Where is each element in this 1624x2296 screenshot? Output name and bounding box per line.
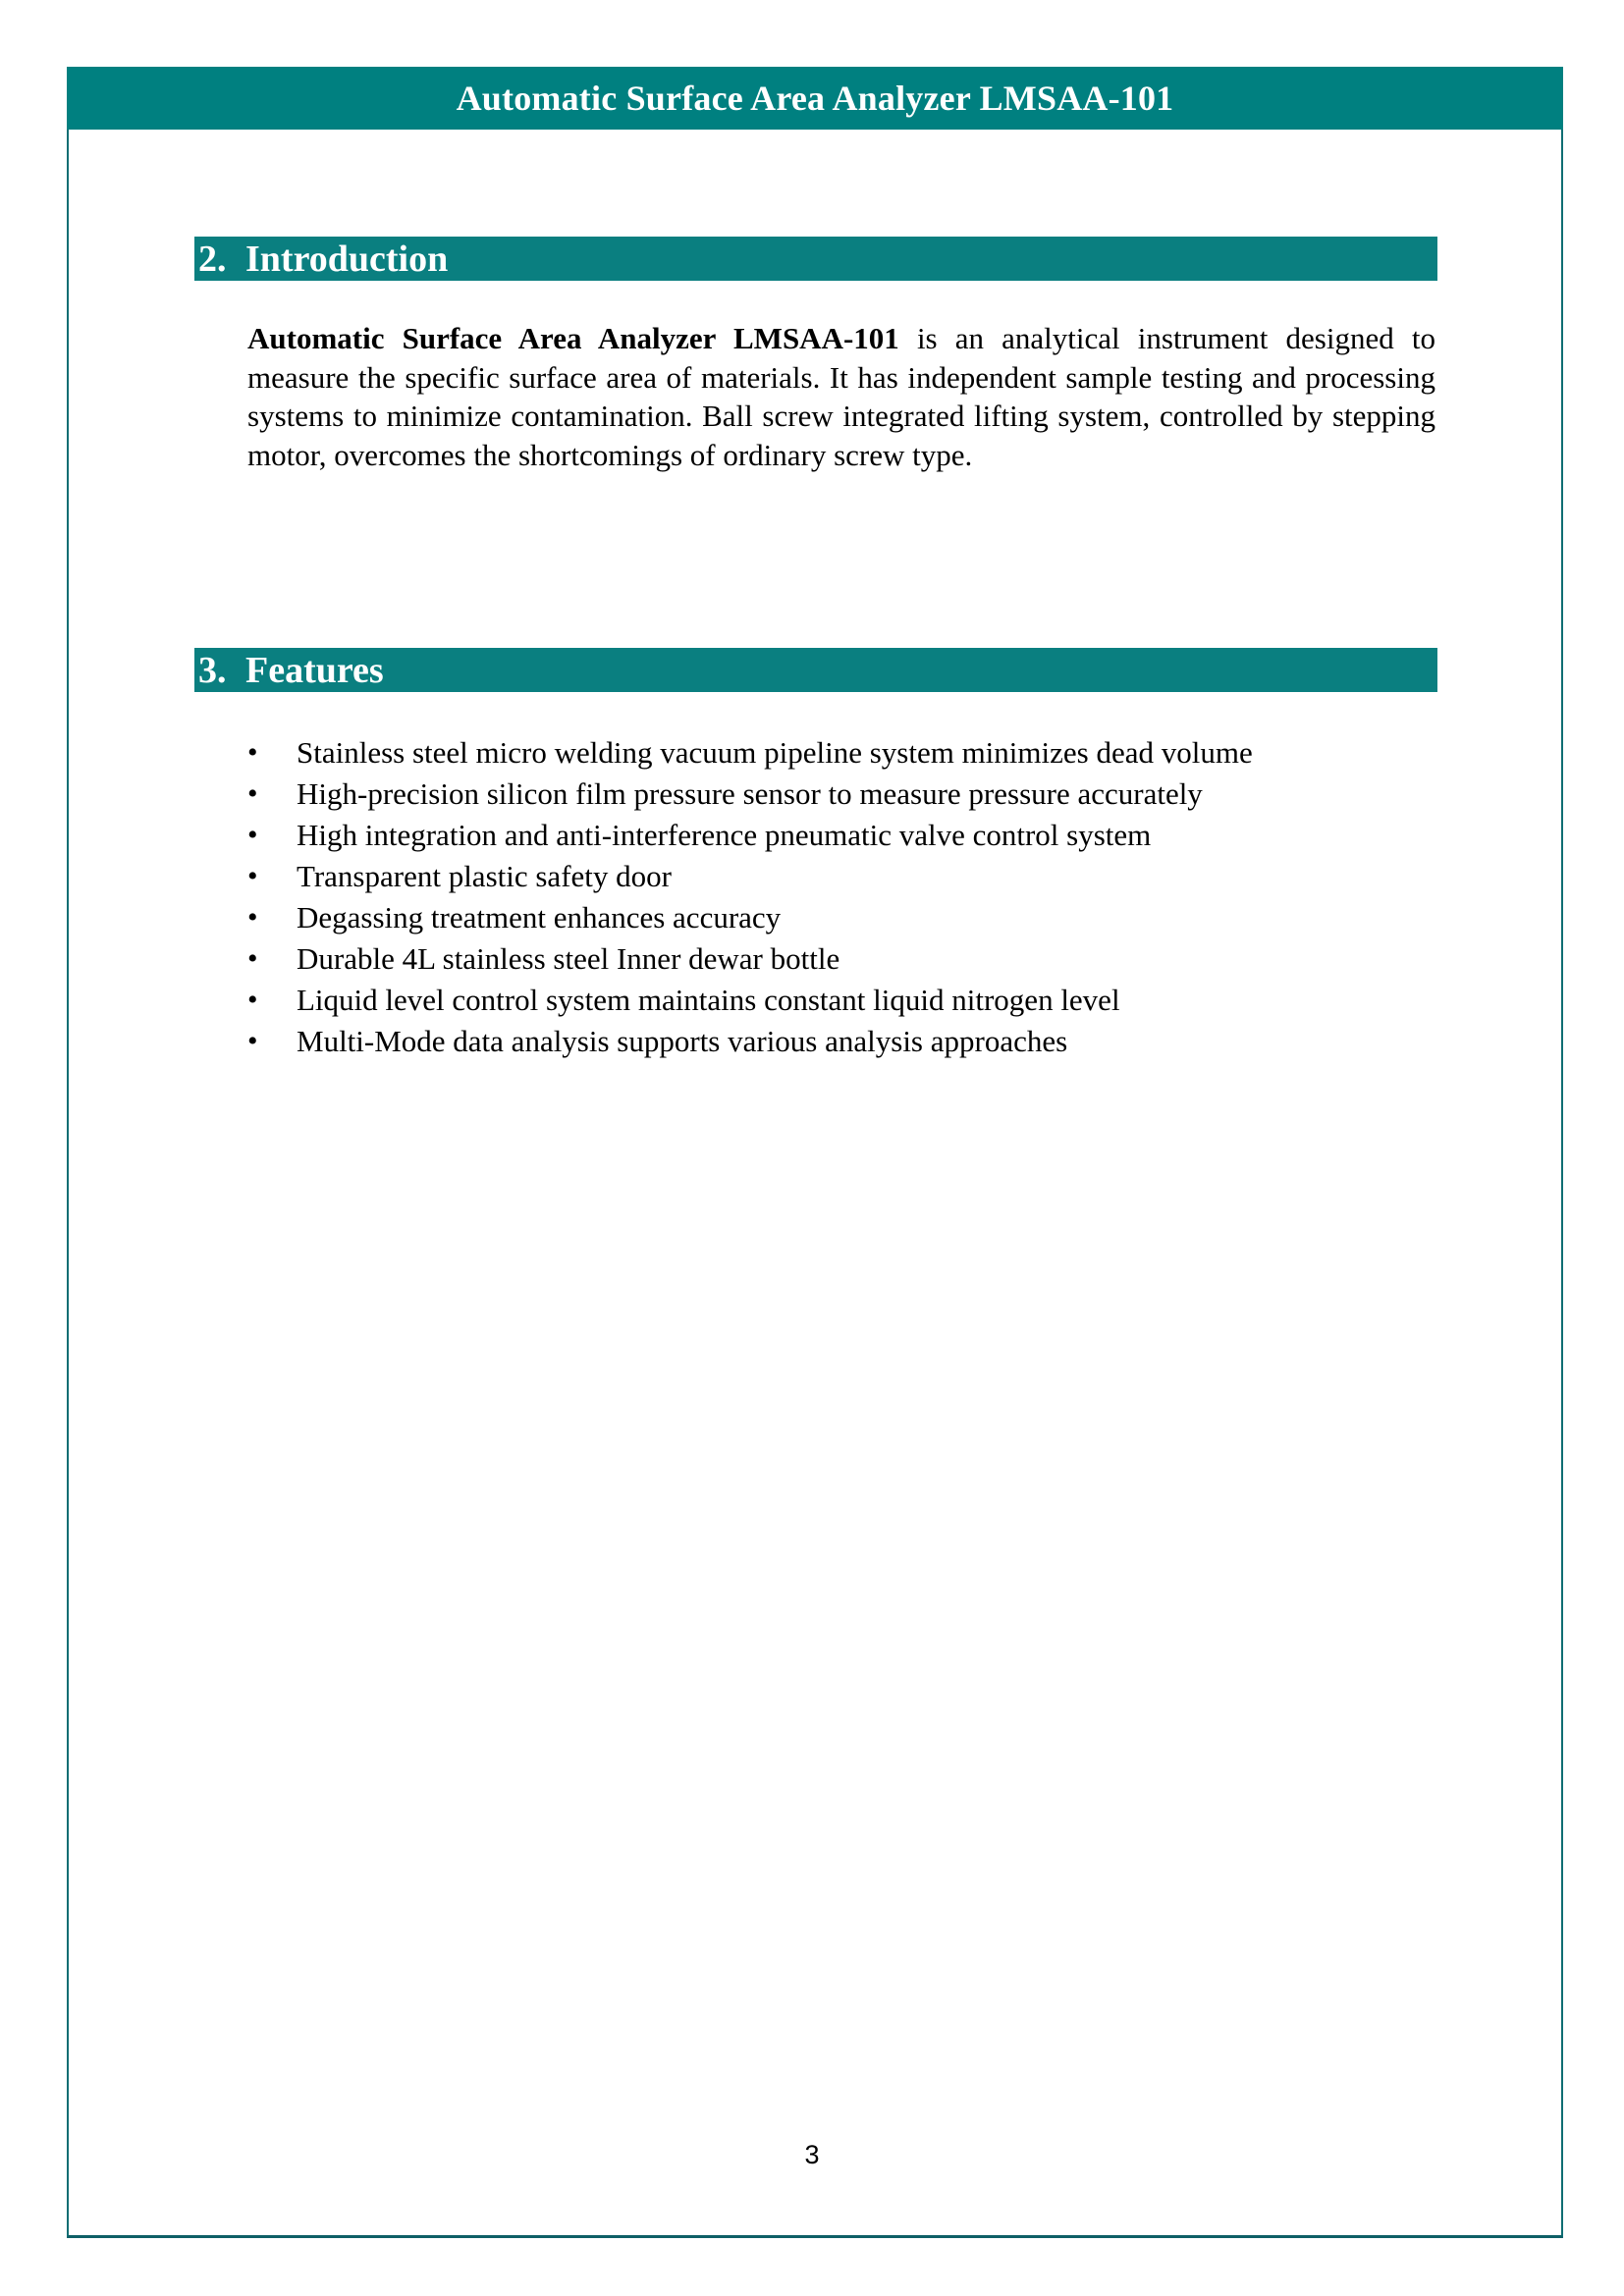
feature-text: Liquid level control system maintains constant liquid nitrogen level (297, 983, 1120, 1017)
section-heading-introduction (194, 237, 1437, 281)
product-name: Automatic Surface Area Analyzer LMSAA-101 (247, 321, 899, 355)
document-header (67, 67, 1563, 130)
document-title: Automatic Surface Area Analyzer LMSAA-101 (456, 79, 1174, 118)
list-item (247, 732, 1435, 774)
section-title: Features (245, 649, 384, 691)
bullet-icon: • (247, 736, 258, 769)
bullet-icon: • (247, 942, 258, 975)
bullet-icon: • (247, 1025, 258, 1057)
feature-text: Stainless steel micro welding vacuum pipeline system minimizes dead volume (297, 735, 1253, 770)
list-item (247, 938, 1435, 980)
feature-text: Multi-Mode data analysis supports various analysis approaches (297, 1024, 1068, 1058)
feature-text: High integration and anti-interference pneumatic valve control system (297, 818, 1152, 852)
list-item (247, 980, 1435, 1021)
section-number: 2. (198, 238, 227, 280)
page-number: 3 (804, 2140, 820, 2169)
section-heading-features (194, 648, 1437, 692)
introduction-body: is an analytical instrument designed to measure the specific surface area of materials. It has independent sample testing and processing systems to minimize contamination. Ball screw integrated lifting system, controlled by stepping motor, overcomes the shortcomings of ordinary screw type. (247, 321, 1435, 472)
features-list (247, 732, 1435, 1062)
list-item (247, 815, 1435, 856)
section-number: 3. (198, 649, 227, 691)
feature-text: High-precision silicon film pressure sensor to measure pressure accurately (297, 776, 1203, 811)
introduction-paragraph (247, 319, 1435, 474)
bullet-icon: • (247, 860, 258, 892)
feature-text: Durable 4L stainless steel Inner dewar bottle (297, 941, 840, 976)
bullet-icon: • (247, 901, 258, 934)
list-item (247, 1021, 1435, 1062)
bullet-icon: • (247, 984, 258, 1016)
section-title: Introduction (245, 238, 449, 280)
feature-text: Transparent plastic safety door (297, 859, 672, 893)
list-item (247, 897, 1435, 938)
bullet-icon: • (247, 819, 258, 851)
feature-text: Degassing treatment enhances accuracy (297, 900, 782, 934)
list-item (247, 774, 1435, 815)
bullet-icon: • (247, 777, 258, 810)
list-item (247, 856, 1435, 897)
